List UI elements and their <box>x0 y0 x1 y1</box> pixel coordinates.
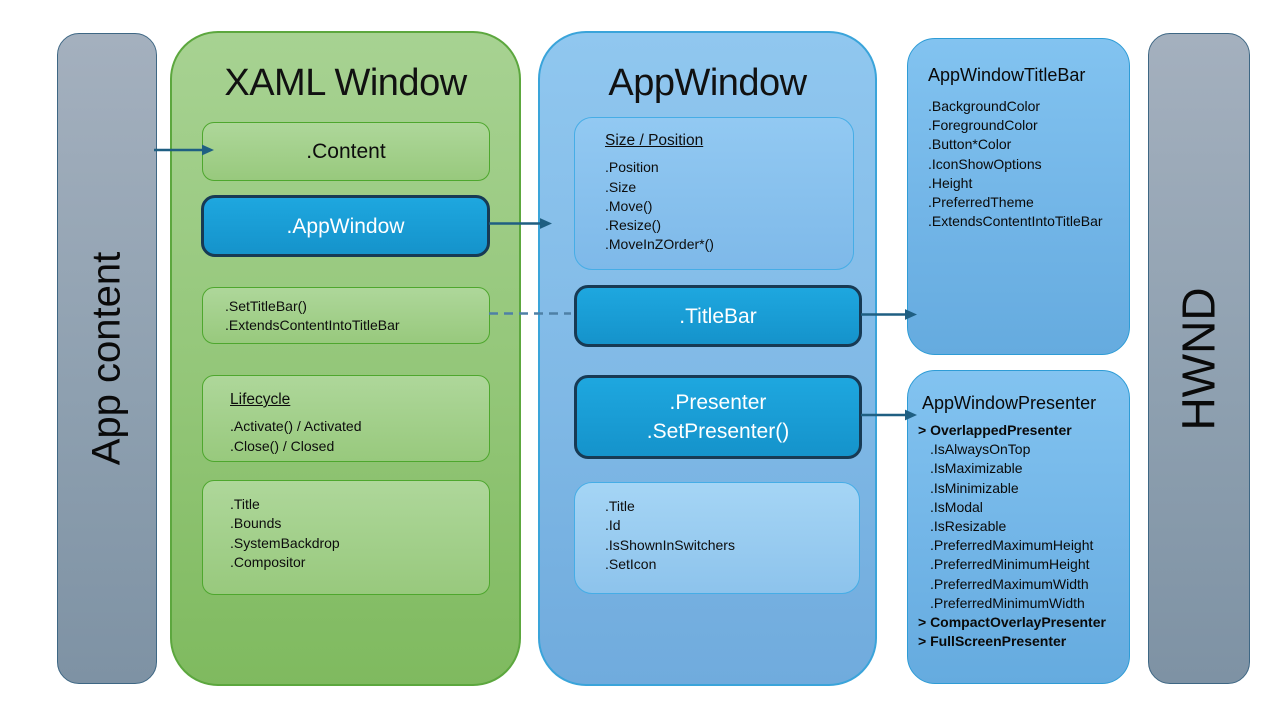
presenter-prop: .IsResizable <box>930 518 1007 535</box>
xaml-window-container <box>170 31 521 686</box>
setpresenter-line: .SetPresenter() <box>646 420 790 443</box>
titlebar-prop: .BackgroundColor <box>928 98 1041 114</box>
presenter-prop: .PreferredMaximumHeight <box>930 537 1094 554</box>
titlebar-prop: .ExtendsContentIntoTitleBar <box>928 213 1103 230</box>
hwnd-label: HWND <box>1173 286 1226 431</box>
property-item: .Bounds <box>230 515 282 532</box>
titlebar-prop: .Height <box>928 174 973 191</box>
appwindowtitlebar-title: AppWindowTitleBar <box>928 65 1086 85</box>
appwindowtitlebar-box <box>907 38 1130 355</box>
presenter-type: > CompactOverlayPresenter <box>918 614 1106 631</box>
appwindow-properties-box <box>574 482 860 594</box>
hwnd-bar <box>1148 33 1250 684</box>
content-box <box>202 122 490 181</box>
size-position-title: Size / Position <box>605 132 704 149</box>
presenter-type: > FullScreenPresenter <box>918 633 1067 650</box>
appwindow-container <box>538 31 877 686</box>
size-position-item: .Move() <box>605 197 653 214</box>
titlebar-property-label: .TitleBar <box>679 304 757 328</box>
lifecycle-item: .Close() / Closed <box>230 437 335 454</box>
presenter-type: > OverlappedPresenter <box>918 422 1072 438</box>
lifecycle-item: .Activate() / Activated <box>230 418 362 435</box>
titlebar-prop: .Button*Color <box>928 136 1012 153</box>
property-item: .Id <box>605 517 621 534</box>
presenter-prop: .IsAlwaysOnTop <box>930 441 1031 458</box>
appwindow-property-box <box>201 195 490 257</box>
titlebar-prop: .ForegroundColor <box>928 117 1038 134</box>
presenter-line: .Presenter <box>669 391 767 414</box>
size-position-item: .Size <box>605 178 637 195</box>
lifecycle-title: Lifecycle <box>230 391 291 408</box>
size-position-box <box>574 117 854 270</box>
presenter-prop: .PreferredMinimumHeight <box>930 556 1090 573</box>
extendscontent-line: .ExtendsContentIntoTitleBar <box>225 317 400 334</box>
property-item: .Compositor <box>230 553 306 570</box>
presenter-property-box <box>574 375 862 459</box>
settitlebar-line: .SetTitleBar() <box>225 298 307 314</box>
property-item: .Title <box>605 498 635 514</box>
appwindow-title: AppWindow <box>608 62 807 104</box>
presenter-prop: .PreferredMinimumWidth <box>930 594 1085 611</box>
presenter-prop: .PreferredMaximumWidth <box>930 575 1089 592</box>
titlebar-prop: .IconShowOptions <box>928 155 1042 172</box>
xaml-properties-box <box>202 480 490 595</box>
app-content-bar <box>57 33 157 684</box>
property-item: .Title <box>230 496 260 512</box>
titlebar-prop: .PreferredTheme <box>928 194 1034 211</box>
app-content-label: App content <box>84 251 129 466</box>
settitlebar-box <box>202 287 490 344</box>
presenter-prop: .IsMaximizable <box>930 460 1023 477</box>
titlebar-property-box <box>574 285 862 347</box>
property-item: .SystemBackdrop <box>230 534 340 551</box>
content-box-label: .Content <box>306 139 386 163</box>
appwindowpresenter-box <box>907 370 1130 684</box>
size-position-item: .MoveInZOrder*() <box>605 236 714 253</box>
appwindow-property-label: .AppWindow <box>286 214 405 238</box>
size-position-item: .Position <box>605 159 659 176</box>
lifecycle-box <box>202 375 490 462</box>
appwindowpresenter-title: AppWindowPresenter <box>922 393 1097 413</box>
property-item: .SetIcon <box>605 555 657 572</box>
property-item: .IsShownInSwitchers <box>605 536 735 553</box>
presenter-prop: .IsMinimizable <box>930 479 1019 496</box>
presenter-prop: .IsModal <box>930 498 983 515</box>
size-position-item: .Resize() <box>605 217 662 234</box>
xaml-window-title: XAML Window <box>224 62 467 104</box>
